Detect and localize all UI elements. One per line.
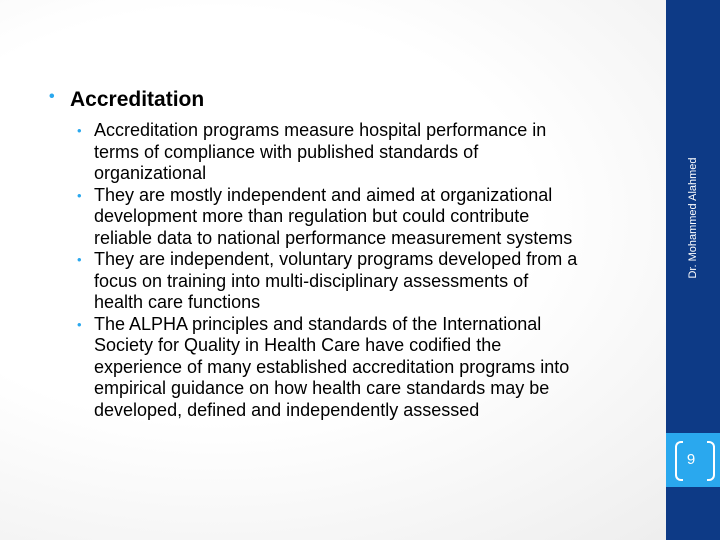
page-number-box	[666, 433, 720, 487]
list-item	[77, 184, 577, 250]
bullet-icon: •	[77, 252, 82, 267]
bullet-line: health care functions	[94, 292, 261, 312]
bullet-line: organizational	[94, 163, 207, 183]
author-footer	[666, 0, 720, 420]
bullet-icon: •	[49, 88, 55, 105]
bullet-line: They are independent, voluntary programs developed from a	[94, 249, 578, 269]
bullet-line: experience of many established accreditation programs into	[94, 356, 570, 377]
bullet-line: The ALPHA principles and standards of the International	[94, 313, 542, 334]
bullet-icon: •	[77, 187, 82, 203]
bullet-icon: •	[77, 123, 82, 138]
bullet-line: focus on training into multi-disciplinary assessments of	[94, 270, 529, 291]
bullet-line: Accreditation programs measure hospital performance in	[94, 120, 547, 140]
bullet-icon: •	[77, 316, 82, 332]
bullet-line: empirical guidance on how health care standards may be	[94, 378, 550, 398]
bullet-line: They are mostly independent and aimed at organizational	[94, 184, 553, 205]
list-item	[77, 313, 577, 422]
bullet-line: terms of compliance with published standards of	[94, 141, 479, 162]
list-item	[77, 120, 577, 185]
author-name: Dr. Mohammed Alahmed	[687, 157, 699, 279]
bullet-line: reliable data to national performance measurement systems	[94, 227, 573, 248]
bullet-line: developed, defined and independently assessed	[94, 399, 480, 420]
bullet-line: development more than regulation but could contribute	[94, 206, 530, 226]
bullet-line: Society for Quality in Health Care have codified the	[94, 335, 502, 355]
slide-heading	[50, 88, 204, 112]
bullet-list	[77, 120, 578, 421]
heading-text: Accreditation	[70, 88, 205, 111]
list-item	[77, 249, 578, 314]
page-number: 9	[686, 451, 696, 468]
right-bracket-icon	[707, 441, 715, 481]
